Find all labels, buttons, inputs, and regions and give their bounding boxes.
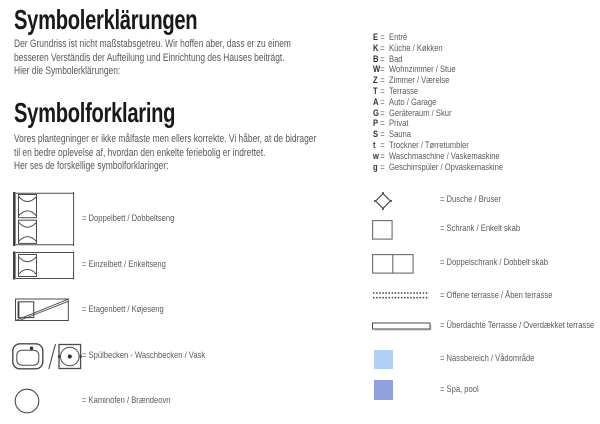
equals-sign: = [380, 107, 385, 119]
single-cabinet-label: = Schrank / Enkelt skab [440, 223, 521, 234]
equals-sign: = [380, 85, 385, 97]
equals-sign: = [380, 53, 385, 65]
equals-sign: = [380, 118, 385, 130]
double-cabinet-icon [372, 254, 414, 274]
equals-sign: = [380, 139, 385, 151]
text-line: Der Grundriss ist nicht maßstabsgetreu. Wir hoffen aber, dass er zu einem [14, 38, 291, 50]
code-meaning: Auto / Garage [389, 96, 437, 108]
equals-sign: = [380, 42, 385, 54]
spa-pool-label: = Spa, pool [440, 384, 479, 395]
text-line: Vores plantegninger er ikke målfaste men ellers korrekte. Vi håber, at de bidrager [14, 133, 317, 145]
text-line: til en bedre oplevelse af, hvordan den enkelte feriebolig er indrettet. [14, 146, 266, 159]
wet-area-icon [374, 350, 393, 369]
equals-sign: = [380, 75, 385, 87]
sink-label: = Spülbecken - Waschbecken / Vask [82, 350, 206, 361]
wet-area-label: = Nassbereich / Vådområde [440, 353, 535, 364]
equals-sign: = [380, 64, 385, 76]
text-line: besseren Verständis der Aufteilung und Einrichtung des Hauses beiträgt. [14, 51, 285, 64]
bunk-bed-icon [15, 298, 69, 322]
double-cabinet-label: = Doppelschrank / Dobbelt skab [440, 257, 548, 268]
code-meaning: Waschmaschine / Vaskemaskine [389, 150, 500, 162]
shower-label: = Dusche / Bruser [440, 194, 502, 205]
code-letter: w [373, 150, 379, 162]
code-meaning: Sauna [389, 129, 411, 141]
sink-icons [12, 343, 82, 370]
equals-sign: = [380, 96, 385, 108]
code-meaning: Entré [389, 32, 408, 43]
code-letter: g [373, 161, 378, 173]
covered-terrace-label: = Überdachte Terrasse / Overdækket terrasse [440, 320, 595, 331]
code-meaning: Zimmer / Værelse [389, 75, 450, 87]
code-row [373, 44, 503, 55]
open-terrace-icon [372, 291, 430, 300]
code-letter: T [373, 85, 378, 97]
code-meaning: Trockner / Tørretumbler [389, 139, 469, 151]
intro-paragraph-german [14, 38, 291, 79]
code-letter: K [373, 42, 379, 54]
code-meaning: Küche / Køkken [389, 42, 443, 54]
single-bed-label: = Einzelbett / Enkeltseng [82, 259, 166, 270]
wood-stove-label: = Kaminofen / Brændeovn [82, 395, 171, 406]
open-terrace-label: = Offene terrasse / Åben terrasse [440, 290, 553, 301]
code-meaning: Bad [389, 53, 403, 65]
code-meaning: Privat [389, 118, 409, 130]
page-title-danish: Symbolforklaring [14, 97, 176, 128]
code-meaning: Wohnzimmer / Stue [389, 64, 456, 76]
text-line: Hier die Symbolerklärungen: [14, 65, 121, 78]
code-letter: A [373, 96, 379, 108]
code-meaning: Geschirrspüler / Opvaskemaskine [389, 161, 504, 173]
code-letter: t [373, 139, 376, 151]
equals-sign: = [380, 161, 385, 173]
code-meaning: Terrasse [389, 85, 419, 97]
code-letter: G [373, 107, 379, 119]
shower-icon [374, 192, 392, 210]
equals-sign: = [380, 129, 385, 141]
code-row [373, 163, 503, 174]
equals-sign: = [380, 32, 385, 43]
code-letter: Z [373, 75, 378, 87]
equals-sign: = [380, 150, 385, 162]
double-bed-label: = Doppelbett / Dobbeltseng [82, 213, 175, 224]
wood-stove-icon [14, 388, 40, 414]
bunk-bed-label: = Etagenbett / Køjeseng [82, 304, 164, 315]
double-bed-icon [13, 192, 75, 246]
single-cabinet-icon [372, 220, 393, 240]
code-letter: E [373, 32, 379, 43]
code-letter: B [373, 53, 379, 65]
letter-code-list [373, 33, 503, 173]
spa-pool-icon [374, 380, 393, 400]
intro-paragraph-danish [14, 133, 316, 174]
page-title-german: Symbolerklärungen [14, 4, 198, 35]
single-bed-icon [13, 251, 75, 280]
covered-terrace-icon [372, 322, 433, 333]
code-letter: W [373, 64, 381, 76]
spa-pool-swatch [374, 380, 393, 400]
code-letter: P [373, 118, 379, 130]
code-letter: S [373, 129, 379, 141]
code-row [373, 152, 503, 163]
text-line: Her ses de forskellige symbolforklaringer: [14, 160, 169, 173]
code-row [373, 98, 503, 109]
wet-area-swatch [374, 350, 393, 369]
code-meaning: Geräteraum / Skur [389, 107, 452, 119]
